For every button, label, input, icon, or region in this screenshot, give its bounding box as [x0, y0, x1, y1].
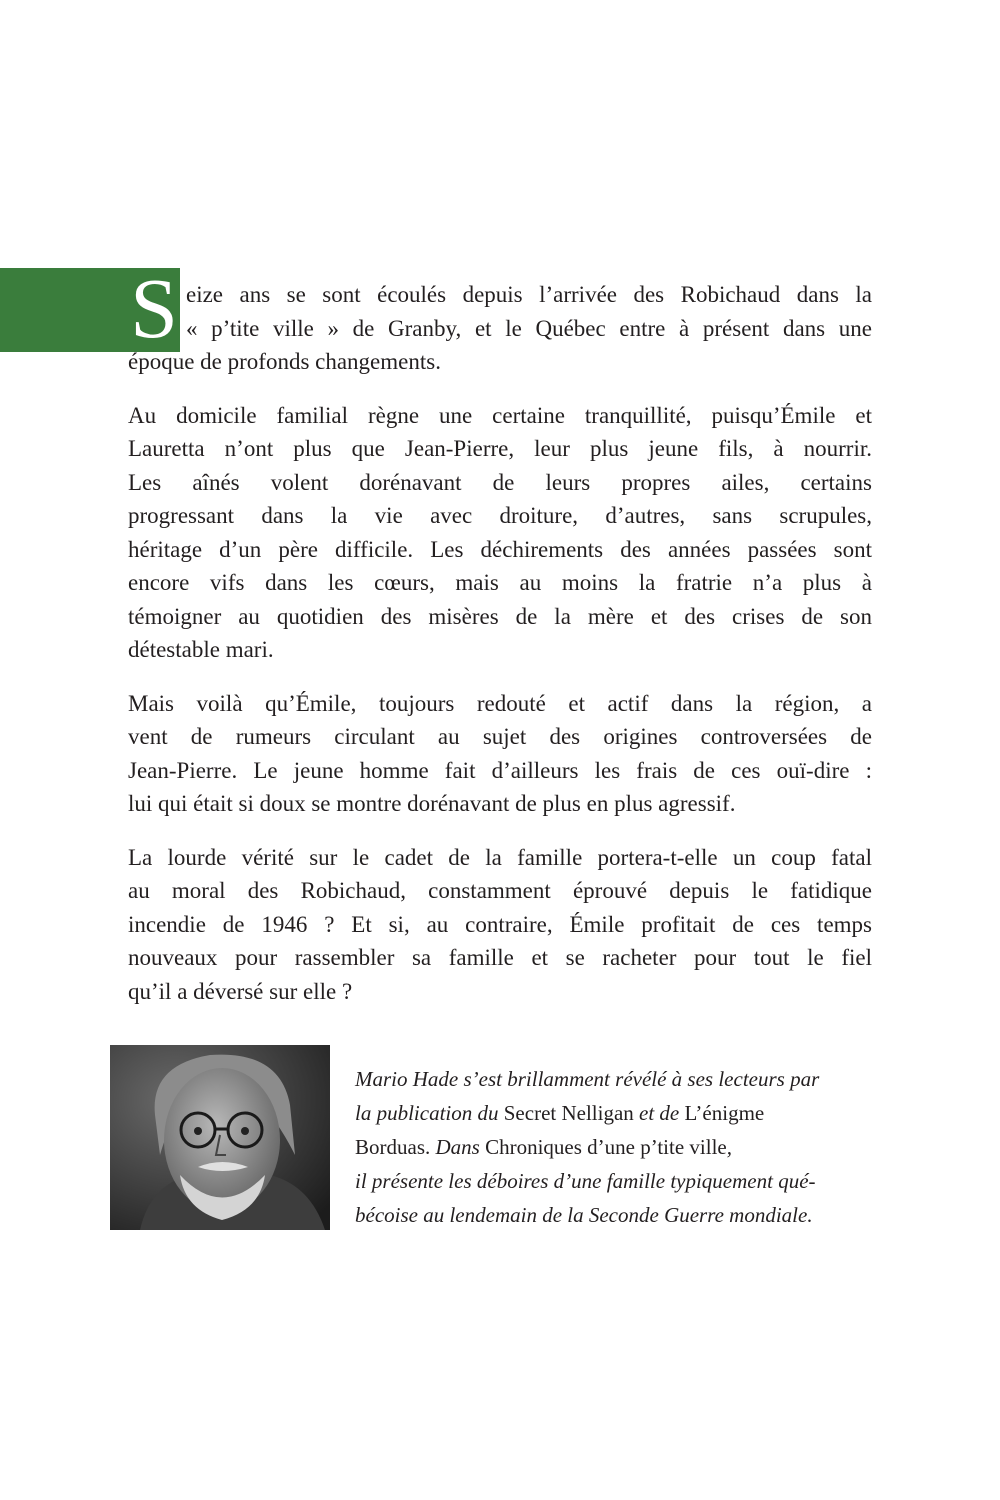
book-title: L’énigme: [684, 1101, 765, 1125]
book-title: Borduas.: [355, 1135, 431, 1159]
text-line: au moral des Robichaud, constamment éprouvé depuis le fatidique: [128, 878, 872, 903]
text-line: Au domicile familial règne une certaine tranquillité, puisqu’Émile et: [128, 402, 872, 428]
bio-text: Dans: [430, 1135, 486, 1159]
text-line: époque de profonds changements.: [128, 349, 441, 374]
bio-text: et de: [633, 1101, 685, 1125]
text-line: Les aînés volent dorénavant de leurs propres ailes, certains: [128, 469, 872, 495]
author-bio: [355, 1062, 855, 1232]
bio-line: bécoise au lendemain de la Seconde Guerre mondiale.: [355, 1203, 813, 1227]
text-line: nouveaux pour rassembler sa famille et se racheter pour tout le fiel: [128, 945, 872, 970]
drop-cap: S: [130, 260, 178, 356]
text-line: eize ans se sont écoulés depuis l’arrivée des Robichaud dans la: [186, 282, 872, 307]
bio-text: la publication du: [355, 1101, 504, 1125]
paragraph-4: [128, 841, 872, 1009]
bio-text: ,: [726, 1135, 732, 1159]
bio-line: [355, 1130, 855, 1164]
paragraph-2: [128, 399, 872, 667]
text-line: témoigner au quotidien des misères de la mère et des crises de son: [128, 603, 872, 629]
bio-line: Mario Hade s’est brillamment révélé à ses lecteurs par: [355, 1067, 820, 1091]
text-line: détestable mari.: [128, 637, 274, 662]
paragraph-1: [128, 278, 872, 379]
book-title: Chroniques d’une p’tite ville: [485, 1135, 727, 1159]
text-line: héritage d’un père difficile. Les déchirements des années passées sont: [128, 536, 872, 562]
author-photo: [110, 1045, 330, 1230]
bio-line: il présente les déboires d’une famille typiquement qué-: [355, 1169, 816, 1193]
text-line: qu’il a déversé sur elle ?: [128, 978, 353, 1004]
text-line: progressant dans la vie avec droiture, d’autres, sans scrupules,: [128, 503, 872, 528]
text-line: Jean-Pierre. Le jeune homme fait d’ailleurs les frais de ces ouï-dire :: [128, 757, 872, 783]
text-line: lui qui était si doux se montre dorénavant de plus en plus agressif.: [128, 791, 736, 816]
book-title: Secret Nelligan: [503, 1101, 634, 1125]
bio-line: [355, 1096, 855, 1130]
text-line: encore vifs dans les cœurs, mais au moins la fratrie n’a plus à: [128, 570, 872, 595]
text-line: « p’tite ville » de Granby, et le Québec entre à présent dans une: [186, 315, 872, 341]
text-line: Mais voilà qu’Émile, toujours redouté et actif dans la région, a: [128, 690, 872, 716]
text-line: vent de rumeurs circulant au sujet des origines controversées de: [128, 724, 872, 749]
synopsis-text: [128, 278, 872, 1028]
text-line: Lauretta n’ont plus que Jean-Pierre, leur plus jeune fils, à nourrir.: [128, 436, 872, 461]
text-line: incendie de 1946 ? Et si, au contraire, Émile profitait de ces temps: [128, 911, 872, 937]
text-line: La lourde vérité sur le cadet de la famille portera-t-elle un coup fatal: [128, 844, 872, 870]
paragraph-3: [128, 687, 872, 821]
author-portrait-image: [110, 1045, 330, 1230]
